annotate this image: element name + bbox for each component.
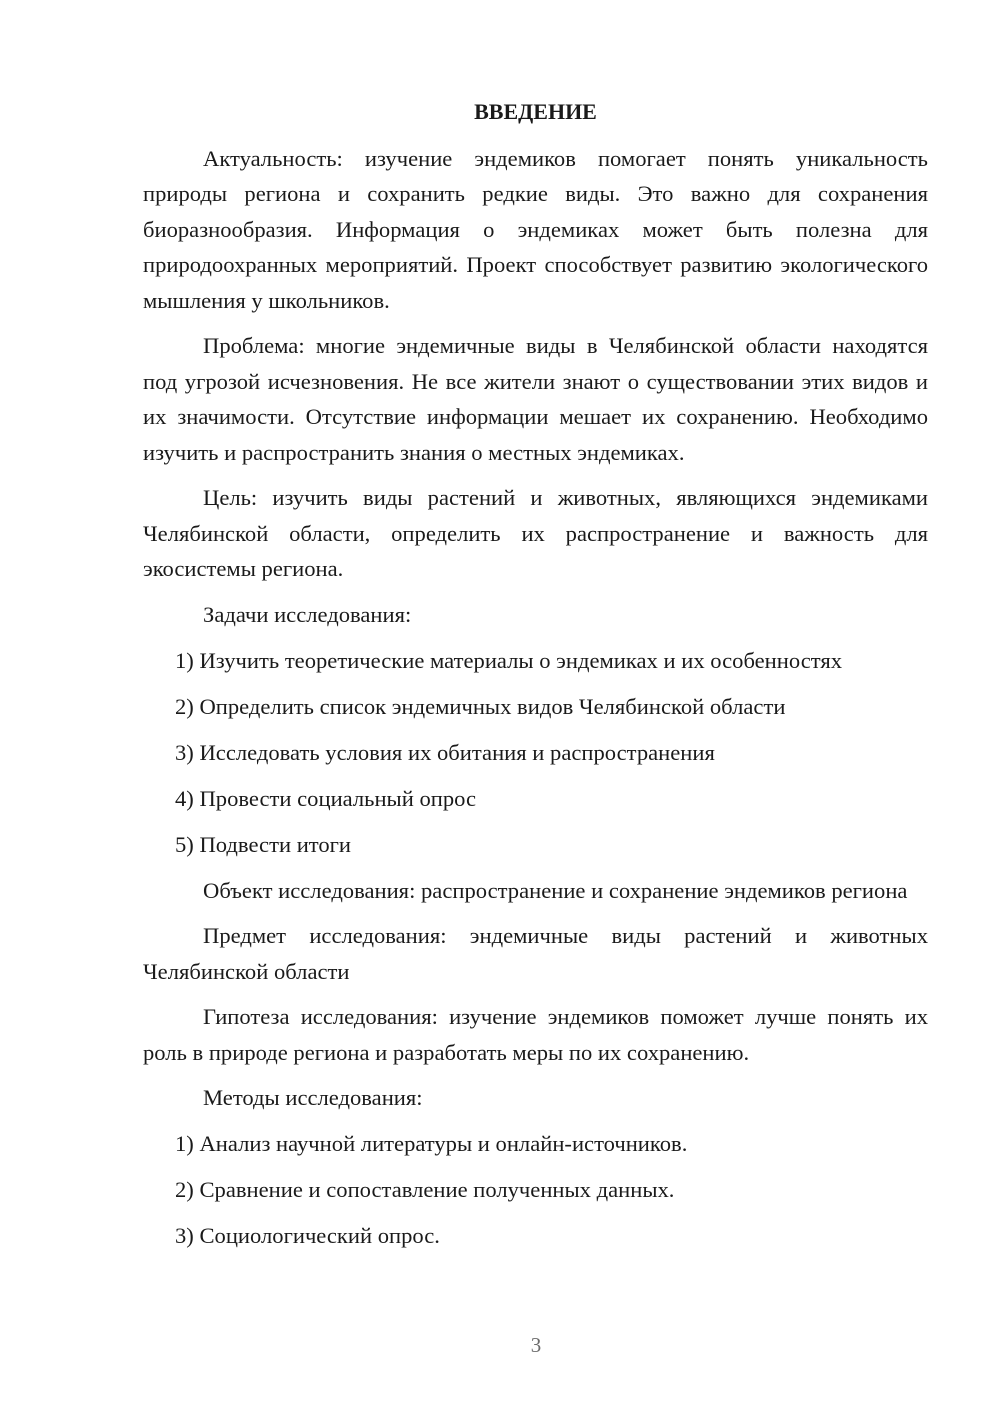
paragraph-object: Объект исследования: распространение и сохранение эндемиков региона xyxy=(203,877,908,903)
tasks-label: Задачи исследования: xyxy=(203,601,412,627)
section-title: ВВЕДЕНИЕ xyxy=(474,99,597,124)
paragraph-hypothesis: Гипотеза исследования: изучение эндемиков поможет лучше понять их роль в природе региона и разработать меры по их сохранению. xyxy=(143,1004,928,1065)
task-item: 4) Провести социальный опрос xyxy=(175,785,477,811)
methods-label: Методы исследования: xyxy=(203,1085,423,1110)
paragraph-goal: Цель: изучить виды растений и животных, являющихся эндемиками Челябинской области, определить их распространение и важность для экосистемы региона. xyxy=(143,485,928,581)
paragraph-relevance: Актуальность: изучение эндемиков помогает понять уникальность природы региона и сохранить редкие виды. Это важно для сохранения биоразнообразия. Информация о эндемиках может быть полезна для природоохранных мероприятий. Проект способствует развитию экологического мышления у школьников. xyxy=(143,145,928,313)
task-item: 1) Изучить теоретические материалы о эндемиках и их особенностях xyxy=(175,647,843,673)
page-content xyxy=(143,94,928,1264)
task-item: 2) Определить список эндемичных видов Челябинской области xyxy=(175,693,786,719)
task-item: 5) Подвести итоги xyxy=(175,831,352,857)
paragraph-subject: Предмет исследования: эндемичные виды растений и животных Челябинской области xyxy=(143,923,928,984)
method-item: 3) Социологический опрос. xyxy=(175,1223,440,1248)
task-item: 3) Исследовать условия их обитания и распространения xyxy=(175,739,715,765)
method-item: 1) Анализ научной литературы и онлайн-источников. xyxy=(175,1131,688,1156)
page-number: 3 xyxy=(530,1333,542,1357)
method-item: 2) Сравнение и сопоставление полученных данных. xyxy=(175,1177,675,1202)
paragraph-problem: Проблема: многие эндемичные виды в Челябинской области находятся под угрозой исчезновения. Не все жители знают о существовании этих видов и их значимости. Отсутствие информации мешает их сохранению. Необходимо изучить и распространить знания о местных эндемиках. xyxy=(143,333,928,465)
